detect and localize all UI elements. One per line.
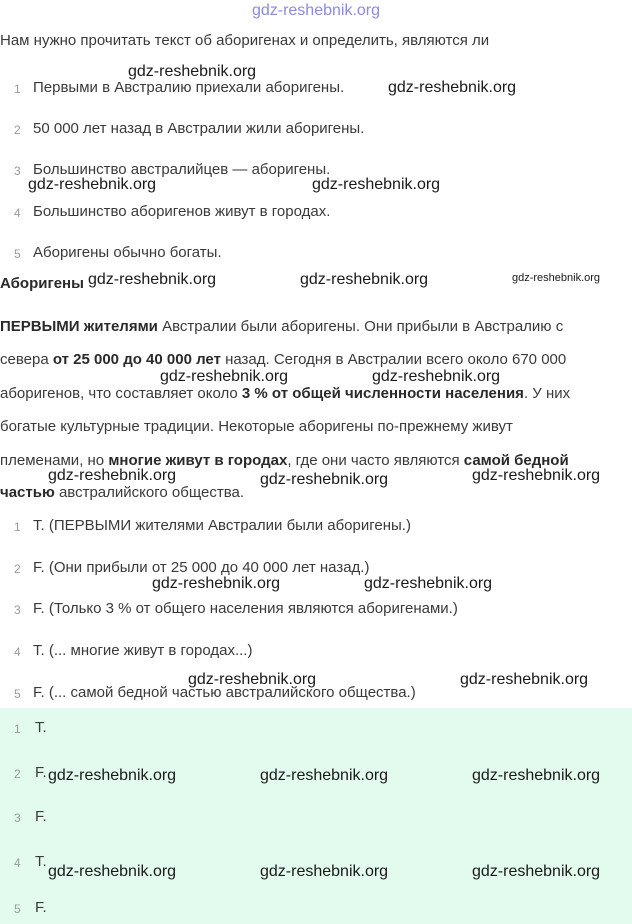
explanation-number: 2	[14, 562, 21, 576]
paragraph-line	[0, 418, 632, 435]
watermark: gdz-reshebnik.org	[152, 575, 281, 592]
watermark: gdz-reshebnik.org	[28, 176, 157, 193]
statement-number: 1	[14, 82, 21, 96]
text-run: Австралии были аборигены. Они прибыли в Австралию с	[157, 318, 564, 335]
bold-phrase: ПЕРВЫМИ жителями	[0, 318, 158, 335]
explanation-number: 3	[14, 603, 21, 617]
bold-phrase: от 25 000 до 40 000 лет	[52, 351, 221, 368]
answer-text: T.	[35, 719, 47, 736]
answer-number: 3	[14, 811, 21, 825]
text-run: назад. Сегодня в Австралии всего около 670 000	[220, 351, 567, 368]
statement-text: 50 000 лет назад в Австралии жили аборигены.	[33, 120, 365, 137]
watermark: gdz-reshebnik.org	[88, 271, 217, 288]
site-watermark-top: gdz-reshebnik.org	[251, 2, 381, 19]
statement-text: Первыми в Австралию приехали аборигены.	[33, 79, 345, 96]
watermark: gdz-reshebnik.org	[48, 767, 177, 784]
answer-number: 1	[14, 722, 21, 736]
answer-number: 2	[14, 767, 21, 781]
watermark: gdz-reshebnik.org	[472, 767, 601, 784]
watermark: gdz-reshebnik.org	[260, 471, 389, 488]
watermark: gdz-reshebnik.org	[472, 467, 601, 484]
watermark: gdz-reshebnik.org	[460, 671, 589, 688]
watermark: gdz-reshebnik.org	[48, 863, 177, 880]
text-run: севера	[0, 351, 53, 368]
intro-text: Нам нужно прочитать текст об аборигенах и определить, являются ли	[0, 32, 490, 49]
explanation-number: 1	[14, 520, 21, 534]
explanation-text: T. (... многие живут в городах...)	[33, 642, 253, 659]
answer-text: F.	[35, 764, 47, 781]
explanation-number: 4	[14, 645, 21, 659]
watermark: gdz-reshebnik.org	[160, 368, 289, 385]
explanation-text: F. (Только 3 % от общего населения являются аборигенами.)	[33, 600, 458, 617]
explanation-number: 5	[14, 687, 21, 701]
statement-number: 5	[14, 247, 21, 261]
answers-block	[0, 708, 632, 924]
text-run: австралийского общества.	[54, 484, 245, 501]
bold-phrase: многие живут в городах	[108, 452, 288, 469]
statement-text: Большинство аборигенов живут в городах.	[33, 203, 331, 220]
answer-text: F.	[35, 808, 47, 825]
answer-text: F.	[35, 899, 47, 916]
statement-text: Большинство австралийцев — аборигены.	[33, 161, 331, 178]
watermark: gdz-reshebnik.org	[128, 63, 257, 80]
watermark: gdz-reshebnik.org	[260, 863, 389, 880]
bold-phrase: 3 % от общей численности населения	[241, 385, 524, 402]
watermark: gdz-reshebnik.org	[472, 863, 601, 880]
explanation-text: F. (Они прибыли от 25 000 до 40 000 лет назад.)	[33, 559, 370, 576]
paragraph-line	[0, 351, 632, 368]
watermark: gdz-reshebnik.org	[372, 368, 501, 385]
watermark: gdz-reshebnik.org	[364, 575, 493, 592]
explanation-text: T. (ПЕРВЫМИ жителями Австралии были аборигены.)	[33, 517, 411, 534]
statement-number: 4	[14, 206, 21, 220]
paragraph-line	[0, 318, 632, 335]
paragraph-line	[0, 385, 632, 402]
watermark: gdz-reshebnik.org	[388, 79, 517, 96]
watermark: gdz-reshebnik.org	[512, 272, 601, 284]
watermark: gdz-reshebnik.org	[300, 271, 429, 288]
statement-text: Аборигены обычно богаты.	[33, 244, 222, 261]
statement-number: 3	[14, 164, 21, 178]
text-run: богатые культурные традиции. Некоторые аборигены по-прежнему живут	[0, 418, 513, 435]
answer-text: T.	[35, 853, 47, 870]
watermark: gdz-reshebnik.org	[188, 671, 317, 688]
watermark: gdz-reshebnik.org	[260, 767, 389, 784]
answer-number: 5	[14, 902, 21, 916]
bold-phrase: частью	[0, 484, 55, 501]
text-run: , где они часто являются	[287, 452, 464, 469]
text-run: аборигенов, что составляет около	[0, 385, 242, 402]
watermark: gdz-reshebnik.org	[48, 467, 177, 484]
text-run: племенами, но	[0, 452, 109, 469]
explanation-text: F. (... самой бедной частью австралийского общества.)	[33, 684, 416, 701]
statement-number: 2	[14, 123, 21, 137]
bold-phrase: самой бедной	[463, 452, 569, 469]
text-heading: Аборигены	[0, 275, 84, 292]
watermark: gdz-reshebnik.org	[312, 176, 441, 193]
answer-number: 4	[14, 856, 21, 870]
text-run: . У них	[523, 385, 571, 402]
